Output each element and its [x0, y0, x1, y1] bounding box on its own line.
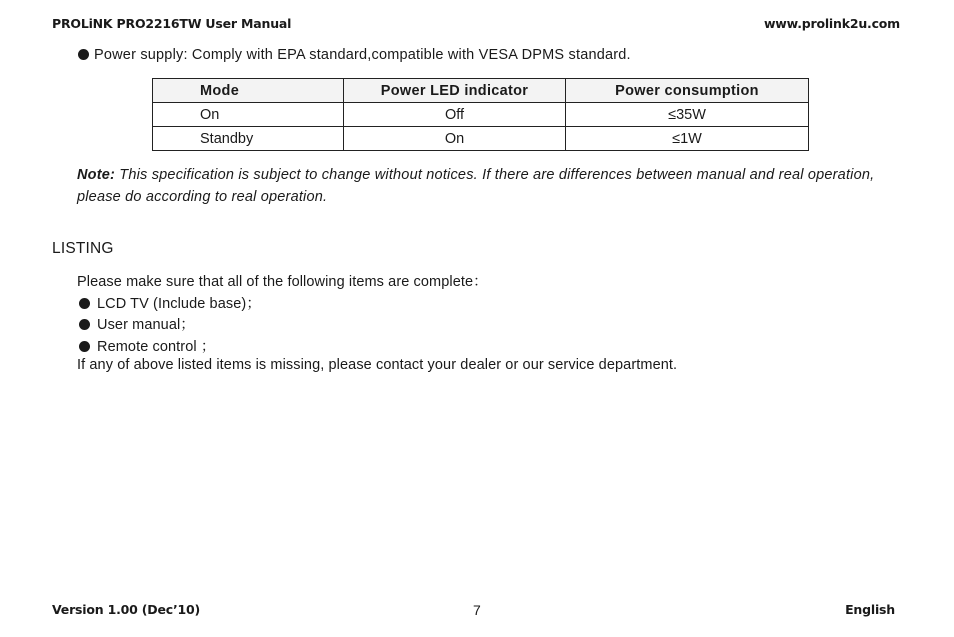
table-header-led: Power LED indicator [344, 79, 566, 103]
listing-intro: Please make sure that all of the following items are complete： [77, 274, 488, 290]
version-label: Version 1.00 (Dec’10) [52, 602, 201, 617]
bullet-icon [78, 49, 89, 60]
manual-title: PROLiNK PRO2216TW User Manual [52, 16, 292, 31]
bullet-icon [79, 341, 90, 352]
table-header-mode: Mode [153, 79, 344, 103]
bullet-icon [79, 319, 90, 330]
listing-heading: LISTING [52, 240, 114, 257]
table-cell: On [344, 127, 566, 151]
note-text: This specification is subject to change without notices. If there are differences between manual and real operation, please do according to real operation. [77, 167, 875, 205]
list-item [79, 292, 261, 313]
list-item [79, 313, 195, 334]
table-row [153, 127, 809, 151]
listing-outro: If any of above listed items is missing, please contact your dealer or our service department. [77, 357, 678, 373]
list-item [79, 335, 215, 356]
table-cell: Off [344, 103, 566, 127]
page-number: 7 [473, 602, 481, 618]
note-paragraph [77, 164, 897, 208]
bullet-icon [79, 298, 90, 309]
list-item-text: User manual； [97, 317, 195, 333]
table-header-consumption: Power consumption [566, 79, 809, 103]
table-cell: Standby [153, 127, 344, 151]
language-label: English [845, 602, 895, 617]
table-cell: ≤35W [566, 103, 809, 127]
power-table [152, 78, 809, 151]
website-url: www.prolink2u.com [763, 16, 900, 31]
power-supply-text: Power supply: Comply with EPA standard,compatible with VESA DPMS standard. [94, 47, 631, 63]
table-header-row [153, 79, 809, 103]
power-supply-bullet [78, 47, 631, 63]
list-item-text: Remote control ； [97, 339, 216, 355]
table-cell: ≤1W [566, 127, 809, 151]
table-row [153, 103, 809, 127]
list-item-text: LCD TV (Include base)； [97, 296, 261, 312]
note-label: Note: [77, 167, 116, 183]
table-cell: On [153, 103, 344, 127]
